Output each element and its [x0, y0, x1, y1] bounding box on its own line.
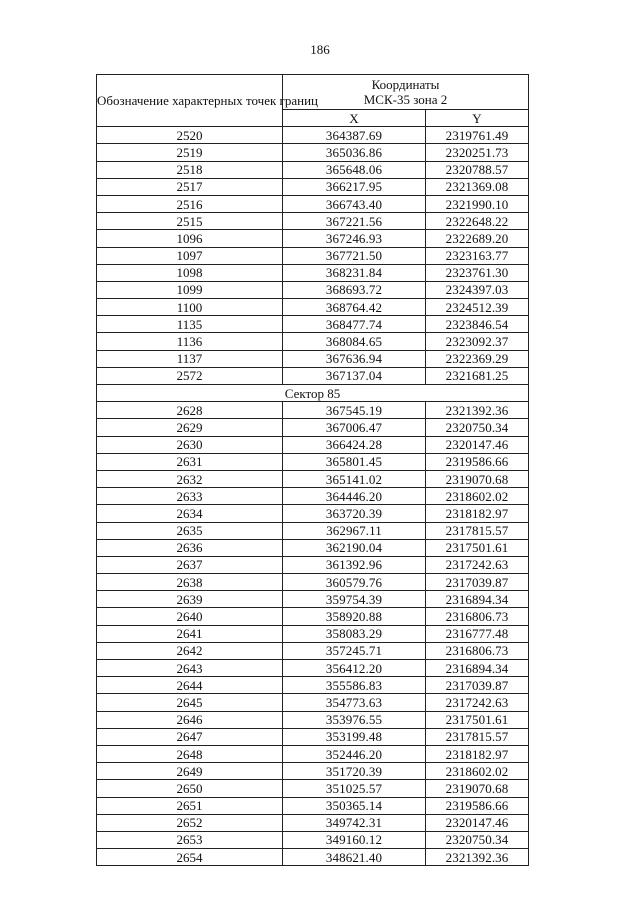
table-row [97, 178, 529, 195]
x-coordinate-cell: 355586.83 [283, 677, 426, 694]
y-coordinate-cell: 2318182.97 [426, 505, 529, 522]
y-coordinate-cell: 2321392.36 [426, 849, 529, 866]
point-id-cell: 2645 [97, 694, 283, 711]
point-id-cell: 1100 [97, 299, 283, 316]
point-id-cell: 1097 [97, 247, 283, 264]
table-row [97, 625, 529, 642]
x-coordinate-cell: 366743.40 [283, 195, 426, 212]
y-coordinate-cell: 2321681.25 [426, 367, 529, 384]
x-coordinate-cell: 353976.55 [283, 711, 426, 728]
point-id-cell: 2629 [97, 419, 283, 436]
x-coordinate-cell: 365801.45 [283, 453, 426, 470]
point-id-cell: 1137 [97, 350, 283, 367]
y-coordinate-cell: 2322648.22 [426, 213, 529, 230]
point-id-cell: 2649 [97, 763, 283, 780]
point-id-cell: 2628 [97, 402, 283, 419]
y-coordinate-cell: 2319586.66 [426, 797, 529, 814]
table-header [97, 75, 529, 127]
table-row [97, 591, 529, 608]
point-id-cell: 1099 [97, 281, 283, 298]
table-row [97, 281, 529, 298]
table-row [97, 470, 529, 487]
x-coordinate-cell: 362967.11 [283, 522, 426, 539]
x-coordinate-cell: 366217.95 [283, 178, 426, 195]
table-row [97, 711, 529, 728]
table-row [97, 728, 529, 745]
point-id-cell: 2650 [97, 780, 283, 797]
y-coordinate-cell: 2321990.10 [426, 195, 529, 212]
y-coordinate-cell: 2316894.34 [426, 660, 529, 677]
page-number: 186 [310, 42, 330, 57]
point-id-cell: 1136 [97, 333, 283, 350]
y-coordinate-cell: 2317815.57 [426, 522, 529, 539]
x-coordinate-cell: 363720.39 [283, 505, 426, 522]
y-coordinate-cell: 2323761.30 [426, 264, 529, 281]
y-coordinate-cell: 2319586.66 [426, 453, 529, 470]
table-row [97, 608, 529, 625]
x-coordinate-cell: 366424.28 [283, 436, 426, 453]
y-coordinate-cell: 2321369.08 [426, 178, 529, 195]
y-coordinate-cell: 2322369.29 [426, 350, 529, 367]
point-id-cell: 2640 [97, 608, 283, 625]
point-id-cell: 2653 [97, 831, 283, 848]
y-coordinate-cell: 2316806.73 [426, 642, 529, 659]
x-coordinate-cell: 368084.65 [283, 333, 426, 350]
point-id-cell: 2644 [97, 677, 283, 694]
y-coordinate-cell: 2321392.36 [426, 402, 529, 419]
sector-row [97, 385, 529, 402]
table-body [97, 127, 529, 866]
point-id-cell: 2632 [97, 470, 283, 487]
table-row [97, 402, 529, 419]
y-coordinate-cell: 2320788.57 [426, 161, 529, 178]
x-coordinate-cell: 351720.39 [283, 763, 426, 780]
table-row [97, 831, 529, 848]
y-coordinate-cell: 2320251.73 [426, 144, 529, 161]
table-row [97, 677, 529, 694]
table-row [97, 453, 529, 470]
x-coordinate-cell: 349742.31 [283, 814, 426, 831]
point-id-cell: 1096 [97, 230, 283, 247]
y-coordinate-cell: 2317501.61 [426, 539, 529, 556]
point-id-cell: 2643 [97, 660, 283, 677]
x-coordinate-cell: 364446.20 [283, 488, 426, 505]
table-row [97, 195, 529, 212]
x-coordinate-cell: 351025.57 [283, 780, 426, 797]
table-row [97, 350, 529, 367]
table-row [97, 316, 529, 333]
y-coordinate-cell: 2317039.87 [426, 677, 529, 694]
x-coordinate-cell: 368477.74 [283, 316, 426, 333]
point-id-cell: 2646 [97, 711, 283, 728]
table-row [97, 127, 529, 144]
coordinate-system-title: МСК-35 зона 2 [363, 92, 448, 107]
x-coordinate-cell: 353199.48 [283, 728, 426, 745]
coordinates-header [283, 75, 529, 110]
x-coordinate-cell: 358920.88 [283, 608, 426, 625]
table-row [97, 763, 529, 780]
y-coordinate-cell: 2316806.73 [426, 608, 529, 625]
point-id-cell: 2520 [97, 127, 283, 144]
point-id-cell: 1098 [97, 264, 283, 281]
table-row [97, 660, 529, 677]
y-coordinate-cell: 2319070.68 [426, 780, 529, 797]
y-coordinate-cell: 2317815.57 [426, 728, 529, 745]
y-coordinate-cell: 2324397.03 [426, 281, 529, 298]
y-coordinate-cell: 2322689.20 [426, 230, 529, 247]
table-row [97, 814, 529, 831]
y-coordinate-cell: 2320147.46 [426, 814, 529, 831]
y-column-header: Y [426, 110, 529, 127]
y-coordinate-cell: 2317501.61 [426, 711, 529, 728]
x-coordinate-cell: 365141.02 [283, 470, 426, 487]
x-coordinate-cell: 365648.06 [283, 161, 426, 178]
sector-title: Сектор 85 [97, 385, 529, 402]
table-row [97, 488, 529, 505]
y-coordinate-cell: 2323092.37 [426, 333, 529, 350]
table-row [97, 264, 529, 281]
table-row [97, 144, 529, 161]
table-row [97, 556, 529, 573]
y-coordinate-cell: 2323846.54 [426, 316, 529, 333]
table-row [97, 436, 529, 453]
table-row [97, 419, 529, 436]
y-coordinate-cell: 2318182.97 [426, 745, 529, 762]
x-coordinate-cell: 367636.94 [283, 350, 426, 367]
table-row [97, 161, 529, 178]
table-row [97, 299, 529, 316]
point-id-cell: 2654 [97, 849, 283, 866]
point-id-cell: 2651 [97, 797, 283, 814]
x-coordinate-cell: 367246.93 [283, 230, 426, 247]
table-row [97, 780, 529, 797]
coordinates-title: Координаты [371, 77, 440, 92]
x-coordinate-cell: 349160.12 [283, 831, 426, 848]
y-coordinate-cell: 2320750.34 [426, 831, 529, 848]
table-row [97, 522, 529, 539]
x-coordinate-cell: 358083.29 [283, 625, 426, 642]
x-coordinate-cell: 352446.20 [283, 745, 426, 762]
point-id-cell: 2638 [97, 574, 283, 591]
y-coordinate-cell: 2316894.34 [426, 591, 529, 608]
point-id-cell: 2639 [97, 591, 283, 608]
x-coordinate-cell: 367006.47 [283, 419, 426, 436]
table-row [97, 213, 529, 230]
point-id-cell: 2515 [97, 213, 283, 230]
table-row [97, 849, 529, 866]
x-coordinate-cell: 367545.19 [283, 402, 426, 419]
y-coordinate-cell: 2319070.68 [426, 470, 529, 487]
y-coordinate-cell: 2317242.63 [426, 694, 529, 711]
y-coordinate-cell: 2318602.02 [426, 488, 529, 505]
table-row [97, 333, 529, 350]
point-id-cell: 2642 [97, 642, 283, 659]
point-id-cell: 2630 [97, 436, 283, 453]
x-coordinate-cell: 356412.20 [283, 660, 426, 677]
point-id-cell: 2517 [97, 178, 283, 195]
point-id-cell: 2631 [97, 453, 283, 470]
point-id-cell: 2637 [97, 556, 283, 573]
table-row [97, 745, 529, 762]
point-id-cell: 2633 [97, 488, 283, 505]
y-coordinate-cell: 2324512.39 [426, 299, 529, 316]
table-row [97, 505, 529, 522]
y-coordinate-cell: 2317039.87 [426, 574, 529, 591]
x-coordinate-cell: 367137.04 [283, 367, 426, 384]
x-coordinate-cell: 368231.84 [283, 264, 426, 281]
x-coordinate-cell: 367721.50 [283, 247, 426, 264]
x-coordinate-cell: 365036.86 [283, 144, 426, 161]
x-coordinate-cell: 361392.96 [283, 556, 426, 573]
point-id-cell: 2572 [97, 367, 283, 384]
point-id-cell: 2516 [97, 195, 283, 212]
point-id-cell: 2518 [97, 161, 283, 178]
x-coordinate-cell: 348621.40 [283, 849, 426, 866]
x-coordinate-cell: 368693.72 [283, 281, 426, 298]
x-coordinate-cell: 364387.69 [283, 127, 426, 144]
table-row [97, 247, 529, 264]
point-id-cell: 2519 [97, 144, 283, 161]
table-row [97, 797, 529, 814]
x-coordinate-cell: 367221.56 [283, 213, 426, 230]
x-coordinate-cell: 360579.76 [283, 574, 426, 591]
x-coordinate-cell: 350365.14 [283, 797, 426, 814]
point-id-cell: 2635 [97, 522, 283, 539]
x-coordinate-cell: 359754.39 [283, 591, 426, 608]
y-coordinate-cell: 2320147.46 [426, 436, 529, 453]
table-row [97, 539, 529, 556]
point-id-cell: 2647 [97, 728, 283, 745]
point-id-cell: 1135 [97, 316, 283, 333]
point-id-cell: 2641 [97, 625, 283, 642]
table-row [97, 230, 529, 247]
y-coordinate-cell: 2323163.77 [426, 247, 529, 264]
x-coordinate-cell: 354773.63 [283, 694, 426, 711]
point-id-cell: 2636 [97, 539, 283, 556]
y-coordinate-cell: 2316777.48 [426, 625, 529, 642]
y-coordinate-cell: 2319761.49 [426, 127, 529, 144]
table-row [97, 642, 529, 659]
point-label-header-text: Обозначение характерных точек границ [97, 93, 319, 109]
point-id-cell: 2648 [97, 745, 283, 762]
x-column-header: X [283, 110, 426, 127]
x-coordinate-cell: 368764.42 [283, 299, 426, 316]
table-row [97, 694, 529, 711]
y-coordinate-cell: 2317242.63 [426, 556, 529, 573]
table-row [97, 367, 529, 384]
x-coordinate-cell: 357245.71 [283, 642, 426, 659]
point-id-cell: 2634 [97, 505, 283, 522]
point-id-cell: 2652 [97, 814, 283, 831]
y-coordinate-cell: 2320750.34 [426, 419, 529, 436]
table-row [97, 574, 529, 591]
y-coordinate-cell: 2318602.02 [426, 763, 529, 780]
coordinates-table [96, 74, 529, 866]
x-coordinate-cell: 362190.04 [283, 539, 426, 556]
coordinates-sheet [96, 74, 528, 866]
point-label-header [97, 75, 319, 127]
